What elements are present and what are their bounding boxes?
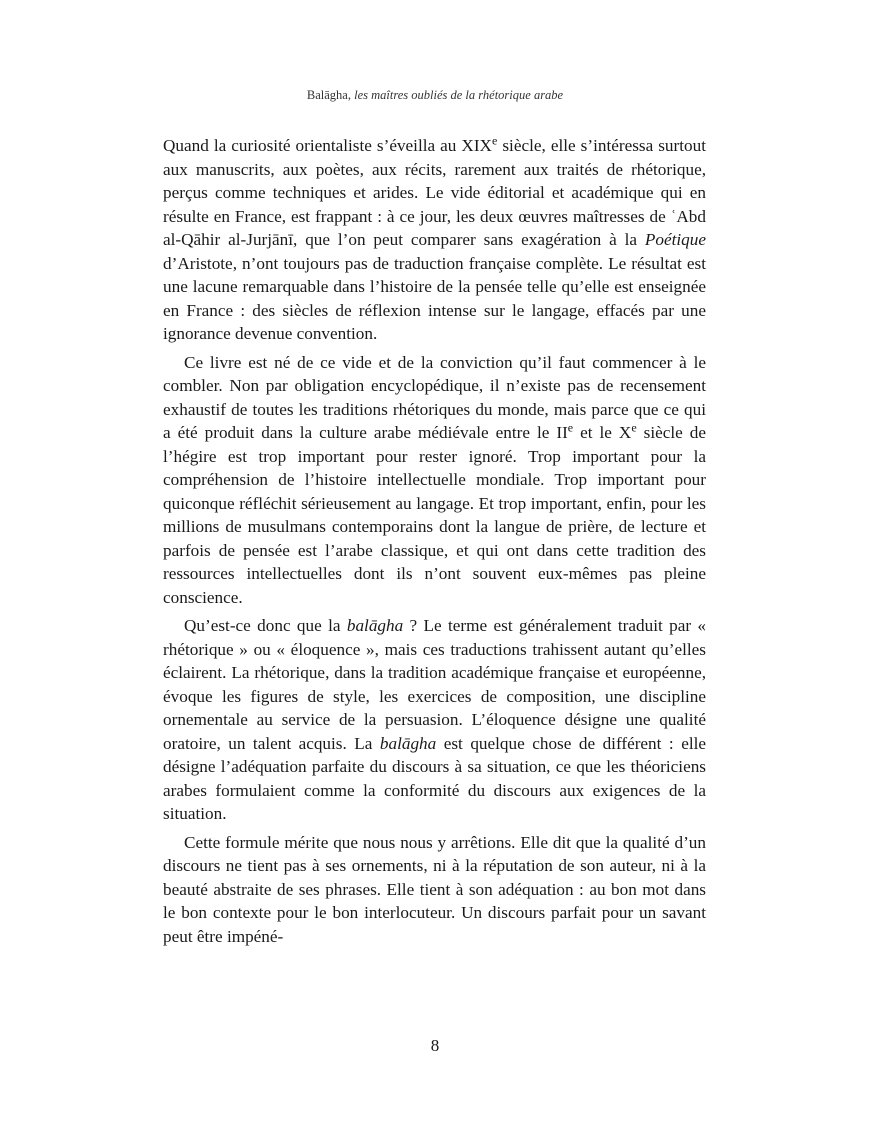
body-text [163, 134, 706, 948]
superscript: e [491, 133, 498, 148]
text-run: siècle de l’hégire est trop important pour rester ignoré. Trop important pour la compréhension de l’histoire intellectuelle mondiale. Trop important pour quiconque réfléchit sérieusement au langage. Et trop important, enfin, pour les millions de musulmans contemporains dont la langue de prière, de lecture et parfois de pensée est l’arabe classique, et qui ont dans cette tradition des ressources intellectuelles dont ils n’ont souvent eux-mêmes pas pleine conscience. [163, 423, 706, 607]
text-run: Qu’est-ce donc que la [184, 616, 347, 635]
text-run: et le X [573, 423, 632, 442]
text-run: Cette formule mérite que nous nous y arrêtions. Elle dit que la qualité d’un discours ne tient pas à ses ornements, ni à la réputation de son auteur, ni à la beauté abstraite de ses phrases. Elle tient à son adéquation : au bon mot dans le bon contexte pour le bon interlocuteur. Un discours parfait pour un savant peut être impéné- [163, 832, 706, 946]
paragraph [163, 831, 706, 949]
italic-text: balāgha [379, 733, 437, 753]
text-run: d’Aristote, n’ont toujours pas de traduction française complète. Le résultat est une lacune remarquable dans l’histoire de la pensée telle qu’elle est enseignée en France : des siècles de réflexion intense sur le langage, effacés par une ignorance devenue convention. [163, 253, 706, 343]
running-header [0, 88, 870, 103]
running-header-subtitle: les maîtres oubliés de la rhétorique arabe [354, 88, 564, 102]
superscript: e [567, 420, 574, 435]
italic-text: Poétique [644, 230, 706, 249]
text-run: est quelque chose de différent : elle désigne l’adéquation parfaite du discours à sa situation, ce que les théoriciens arabes formulaient comme la conformité du discours aux exigences de la situation. [163, 733, 706, 823]
text-run: ? Le terme est généralement traduit par « rhétorique » ou « éloquence », mais ces traductions trahissent autant qu’elles éclairent. La rhétorique, dans la tradition académique française et européenne, évoque les figures de style, les exercices de composition, une discipline ornementale au service de la persuasion. L’éloquence désigne une qualité oratoire, un talent acquis. La [163, 616, 706, 753]
page-number: 8 [430, 1036, 440, 1055]
text-run: Quand la curiosité orientaliste s’éveilla au XIX [163, 136, 492, 155]
italic-text: balāgha [346, 616, 404, 635]
paragraph [163, 134, 706, 346]
text-run: siècle, elle s’intéressa surtout aux manuscrits, aux poètes, aux récits, rarement aux traités de rhétorique, perçus comme techniques et arides. Le vide éditorial et académique qui en résulte en France, est frappant : à ce jour, les deux œuvres maîtresses de ʿAbd al-Qāhir al-Jurjānī, que l’on peut comparer sans exagération à la [163, 136, 706, 249]
superscript: e [631, 420, 637, 435]
paragraph [163, 614, 706, 826]
text-run: Ce livre est né de ce vide et de la conviction qu’il faut commencer à le combler. Non par obligation encyclopédique, il n’existe pas de recensement exhaustif de toutes les traditions rhétoriques du monde, mais parce que ce qui a été produit dans la culture arabe médiévale entre le II [163, 352, 706, 442]
running-header-title: Balāgha, [306, 88, 351, 102]
paragraph [163, 351, 706, 610]
